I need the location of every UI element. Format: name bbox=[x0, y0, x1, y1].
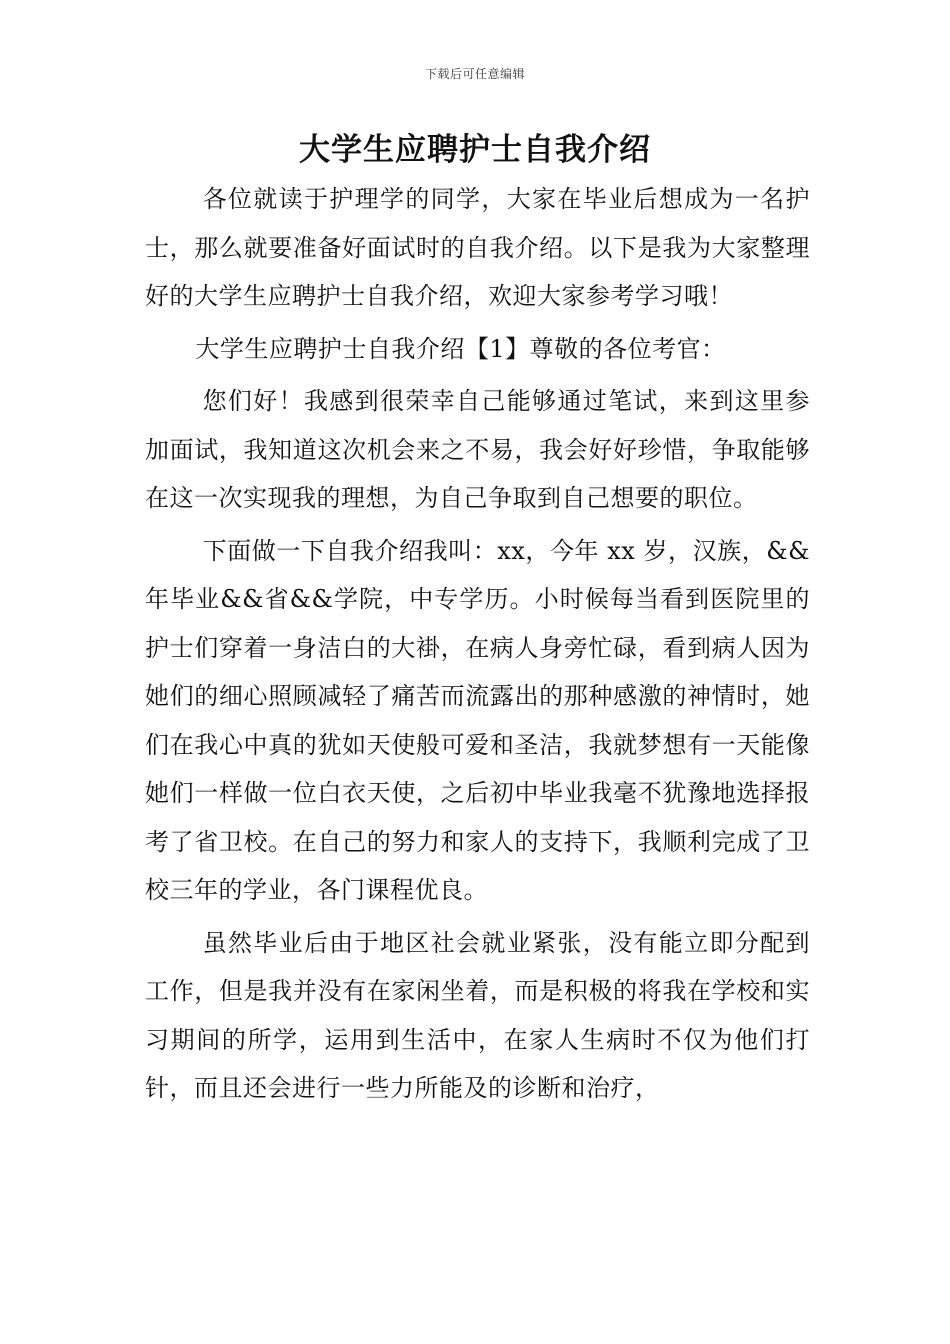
document-title: 大学生应聘护士自我介绍 bbox=[299, 132, 651, 168]
paragraph-self-introduction: 下面做一下自我介绍我叫：xx，今年 xx 岁，汉族，&&年毕业&&省&&学院，中专学历。小时候每当看到医院里的护士们穿着一身洁白的大褂，在病人身旁忙碌，看到病人因为她们的细心照顾减轻了痛苦而流露出的那种感激的神情时，她们在我心中真的犹如天使般可爱和圣洁，我就梦想有一天能像她们一样做一位白衣天使，之后初中毕业我毫不犹豫地选择报考了省卫校。在自己的努力和家人的支持下，我顺利完成了卫校三年的学业，各门课程优良。 bbox=[145, 536, 810, 904]
paragraph-section-heading: 大学生应聘护士自我介绍【1】尊敬的各位考官： bbox=[195, 334, 726, 363]
paragraph-after-graduation: 虽然毕业后由于地区社会就业紧张，没有能立即分配到工作，但是我并没有在家闲坐着，而是积极的将我在学校和实习期间的所学，运用到生活中，在家人生病时不仅为他们打针，而且还会进行一些力所能及的诊断和治疗， bbox=[145, 928, 810, 1102]
document-body bbox=[145, 175, 810, 1113]
paragraph-greeting: 您们好！我感到很荣幸自己能够通过笔试，来到这里参加面试，我知道这次机会来之不易，我会好好珍惜，争取能够在这一次实现我的理想，为自己争取到自己想要的职位。 bbox=[145, 387, 810, 512]
paragraph-intro: 各位就读于护理学的同学，大家在毕业后想成为一名护士，那么就要准备好面试时的自我介绍。以下是我为大家整理好的大学生应聘护士自我介绍，欢迎大家参考学习哦！ bbox=[145, 185, 810, 310]
header-note: 下载后可任意编辑 bbox=[424, 67, 525, 81]
